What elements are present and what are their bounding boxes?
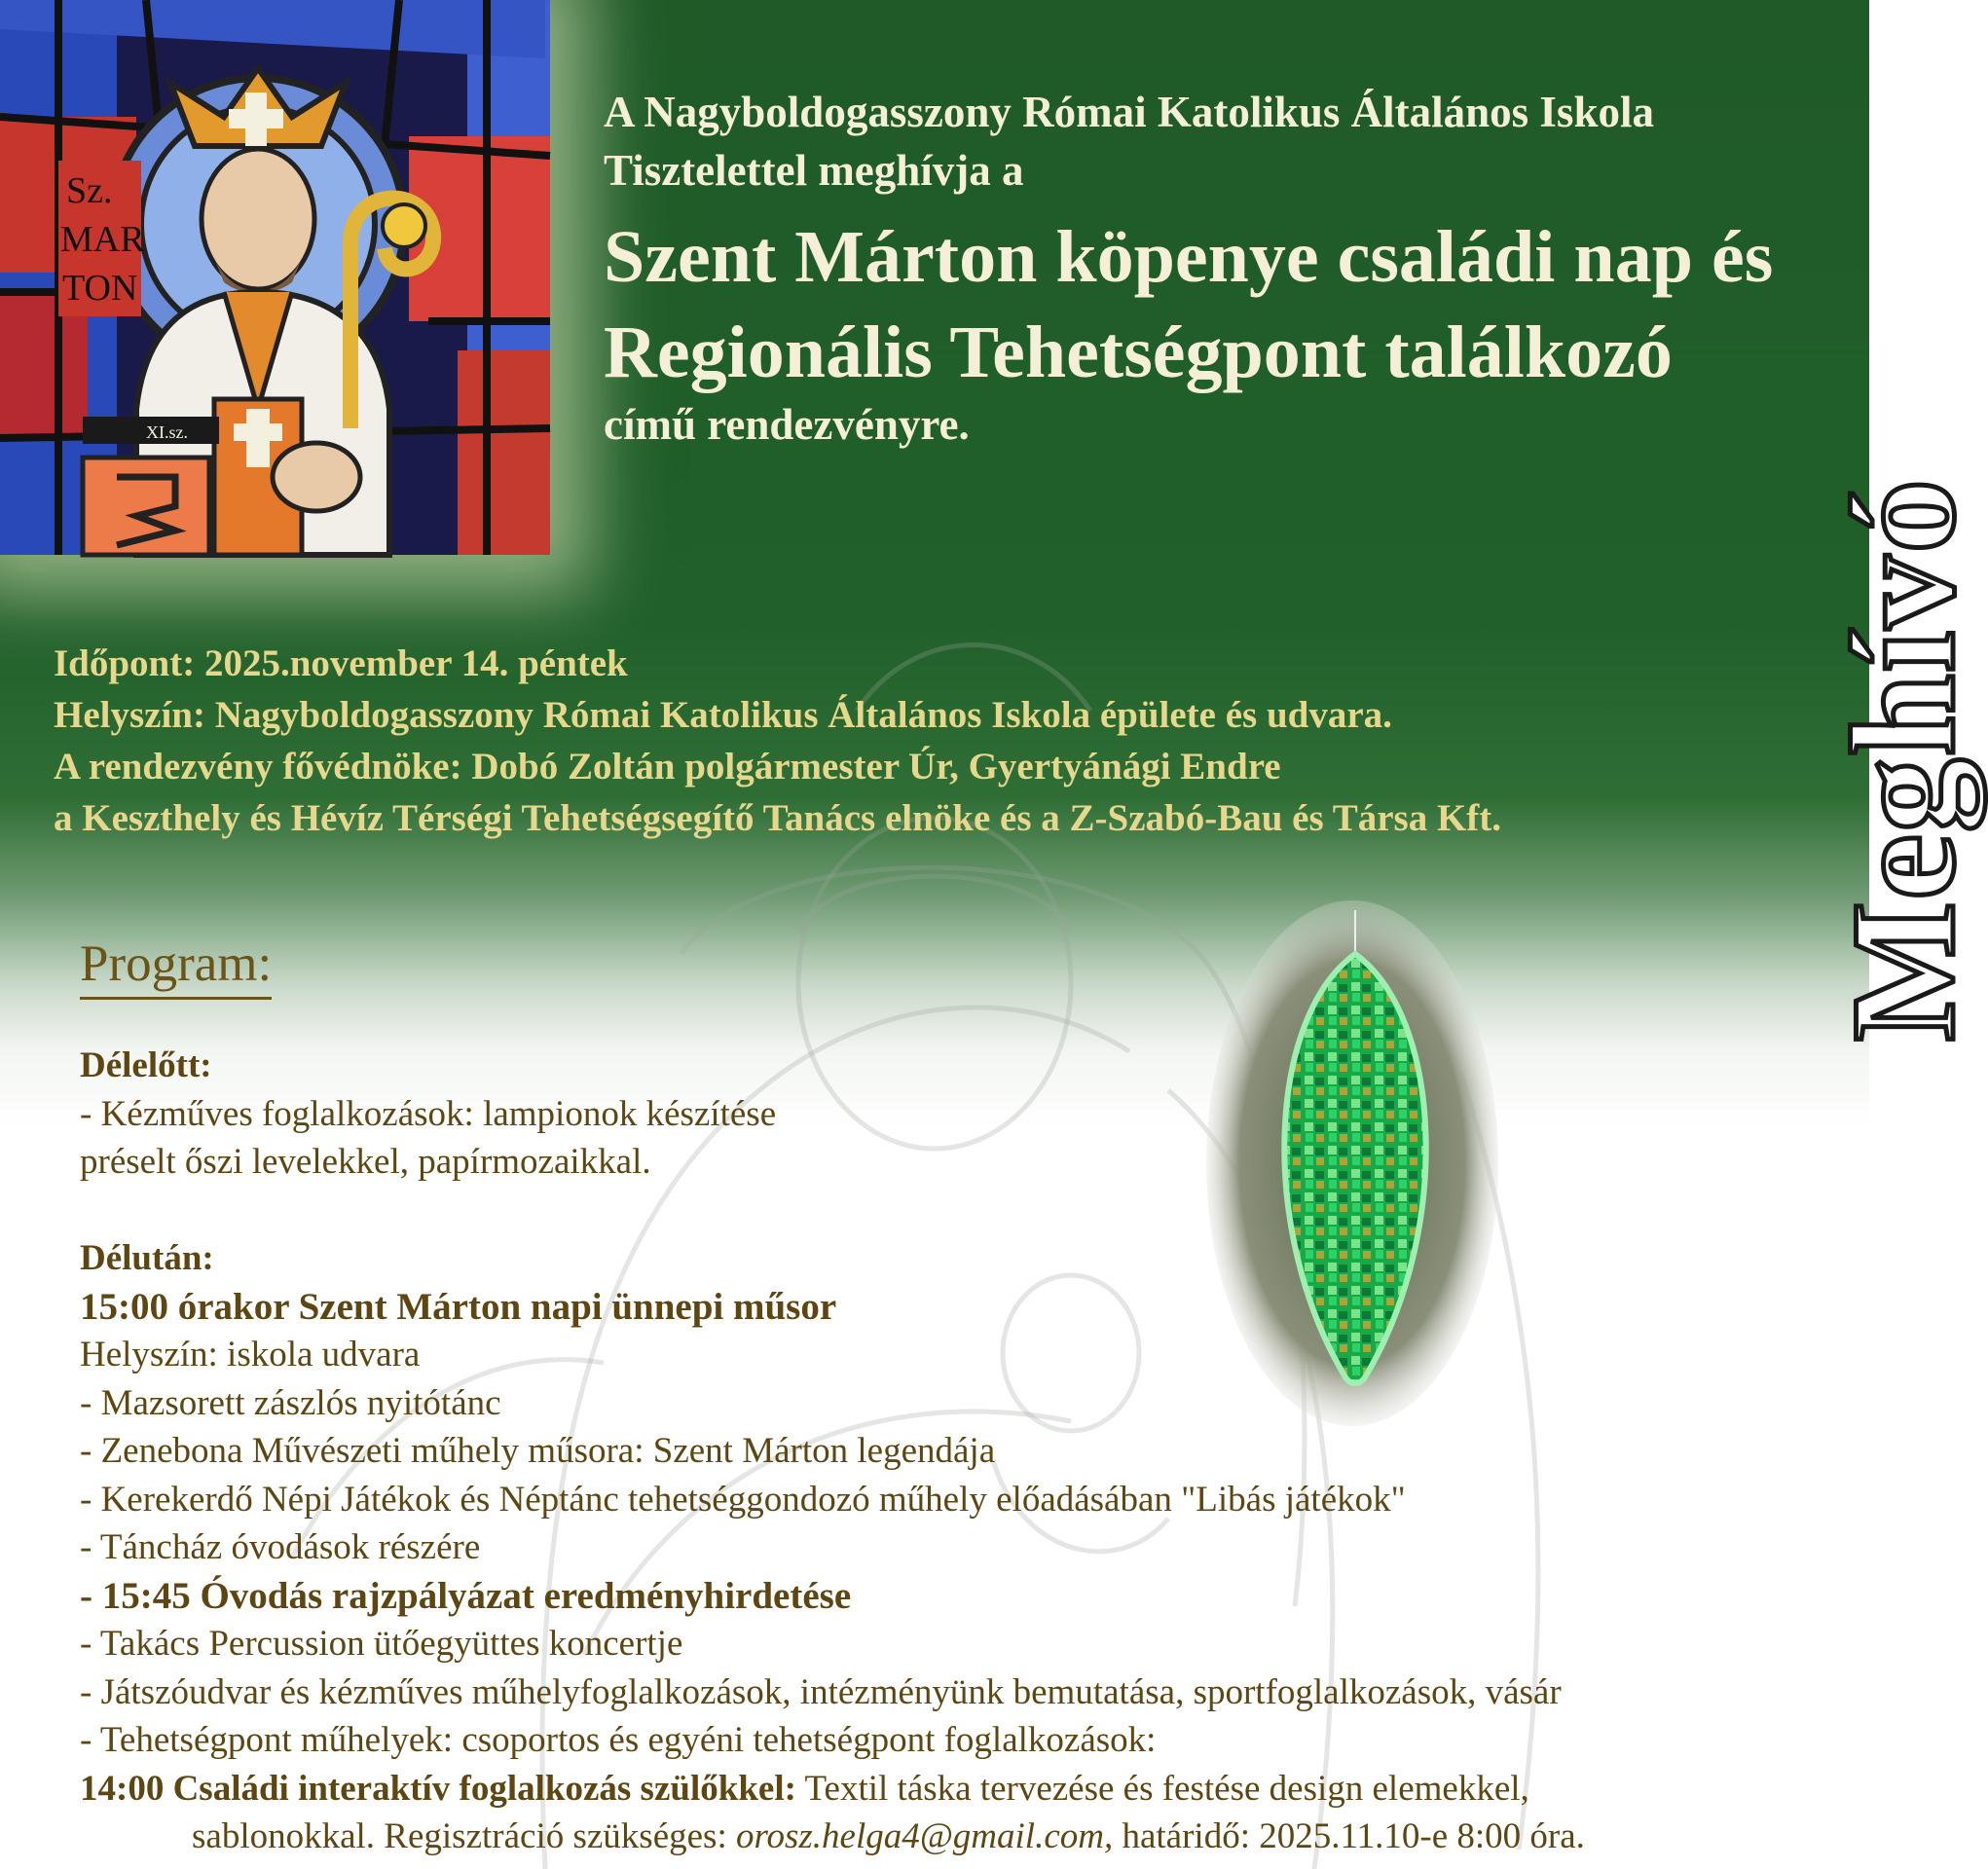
- program-item: Helyszín: iskola udvara: [80, 1335, 421, 1374]
- family-session-desc: Textil táska tervezése és festése design elemekkel,: [795, 1768, 1529, 1809]
- event-title-line2: Regionális Tehetségpont találkozó: [604, 312, 1673, 393]
- family-session-registration: [80, 1813, 1735, 1861]
- side-label-meghivo: Meghívó: [1822, 477, 1985, 1042]
- event-patron-line2: a Keszthely és Hévíz Térségi Tehetségsegítő Tanács elnöke és a Z-Szabó-Bau és Társa Kft.: [54, 797, 1502, 839]
- stained-glass-saint-martin: [0, 0, 550, 555]
- program-item: - Táncház óvodások részére: [80, 1527, 481, 1567]
- program-item: - Zenebona Művészeti műhely műsora: Szent Márton legendája: [80, 1431, 996, 1471]
- window-inscription-sz: Sz.: [66, 170, 113, 211]
- family-session: [80, 1765, 1735, 1814]
- event-patron-line1: A rendezvény fővédnöke: Dobó Zoltán polgármester Úr, Gyertyánági Endre: [54, 746, 1281, 788]
- window-inscription-ton: TON: [62, 268, 138, 309]
- program-item: - Mazsorett zászlós nyitótánc: [80, 1382, 501, 1423]
- window-inscription-era: XI.sz.: [146, 422, 188, 442]
- event-venue: Helyszín: Nagyboldogasszony Római Katolikus Általános Iskola épülete és udvara.: [54, 694, 1392, 736]
- event-date: Időpont: 2025.november 14. péntek: [54, 642, 628, 684]
- program-item: - Takács Percussion ütőegyüttes koncertje: [80, 1624, 683, 1664]
- registration-deadline: határidő: 2025.11.10-e 8:00 óra.: [1113, 1816, 1585, 1856]
- program-title: Program:: [80, 934, 272, 1000]
- program-highlight: - 15:45 Óvodás rajzpályázat eredményhirdetése: [80, 1574, 852, 1617]
- program-item: - Tehetségpont műhelyek: csoportos és egyéni tehetségpont foglalkozások:: [80, 1720, 1157, 1760]
- morning-heading: Délelőtt:: [80, 1045, 212, 1085]
- event-info: [54, 638, 1709, 844]
- invite-line: Tisztelettel meghívja a: [604, 146, 1024, 195]
- registration-email[interactable]: orosz.helga4@gmail.com,: [735, 1816, 1114, 1856]
- event-subtitle: című rendezvényre.: [604, 400, 970, 449]
- program-item: - Játszóudvar és kézműves műhelyfoglalkozások, intézményünk bemutatása, sportfoglalkozások, vásár: [80, 1671, 1562, 1712]
- family-session-time: 14:00 Családi interaktív foglalkozás szülőkkel:: [80, 1768, 796, 1809]
- morning-line2: préselt őszi levelekkel, papírmozaikkal.: [80, 1142, 651, 1182]
- school-name: A Nagyboldogasszony Római Katolikus Általános Iskola: [604, 88, 1654, 136]
- invitation-header: [604, 83, 1840, 449]
- window-inscription-mar: MAR: [60, 219, 145, 260]
- afternoon-heading: Délután:: [80, 1238, 214, 1278]
- registration-text: sablonokkal. Regisztráció szükséges:: [192, 1816, 736, 1856]
- show-heading: 15:00 órakor Szent Márton napi ünnepi műsor: [80, 1285, 837, 1328]
- morning-line1: - Kézműves foglalkozások: lampionok készítése: [80, 1093, 777, 1134]
- program-item: - Kerekerdő Népi Játékok és Néptánc tehetséggondozó műhely előadásában "Libás játékok": [80, 1479, 1406, 1520]
- program-list: [80, 1042, 1735, 1861]
- event-title-line1: Szent Márton köpenye családi nap és: [604, 216, 1774, 298]
